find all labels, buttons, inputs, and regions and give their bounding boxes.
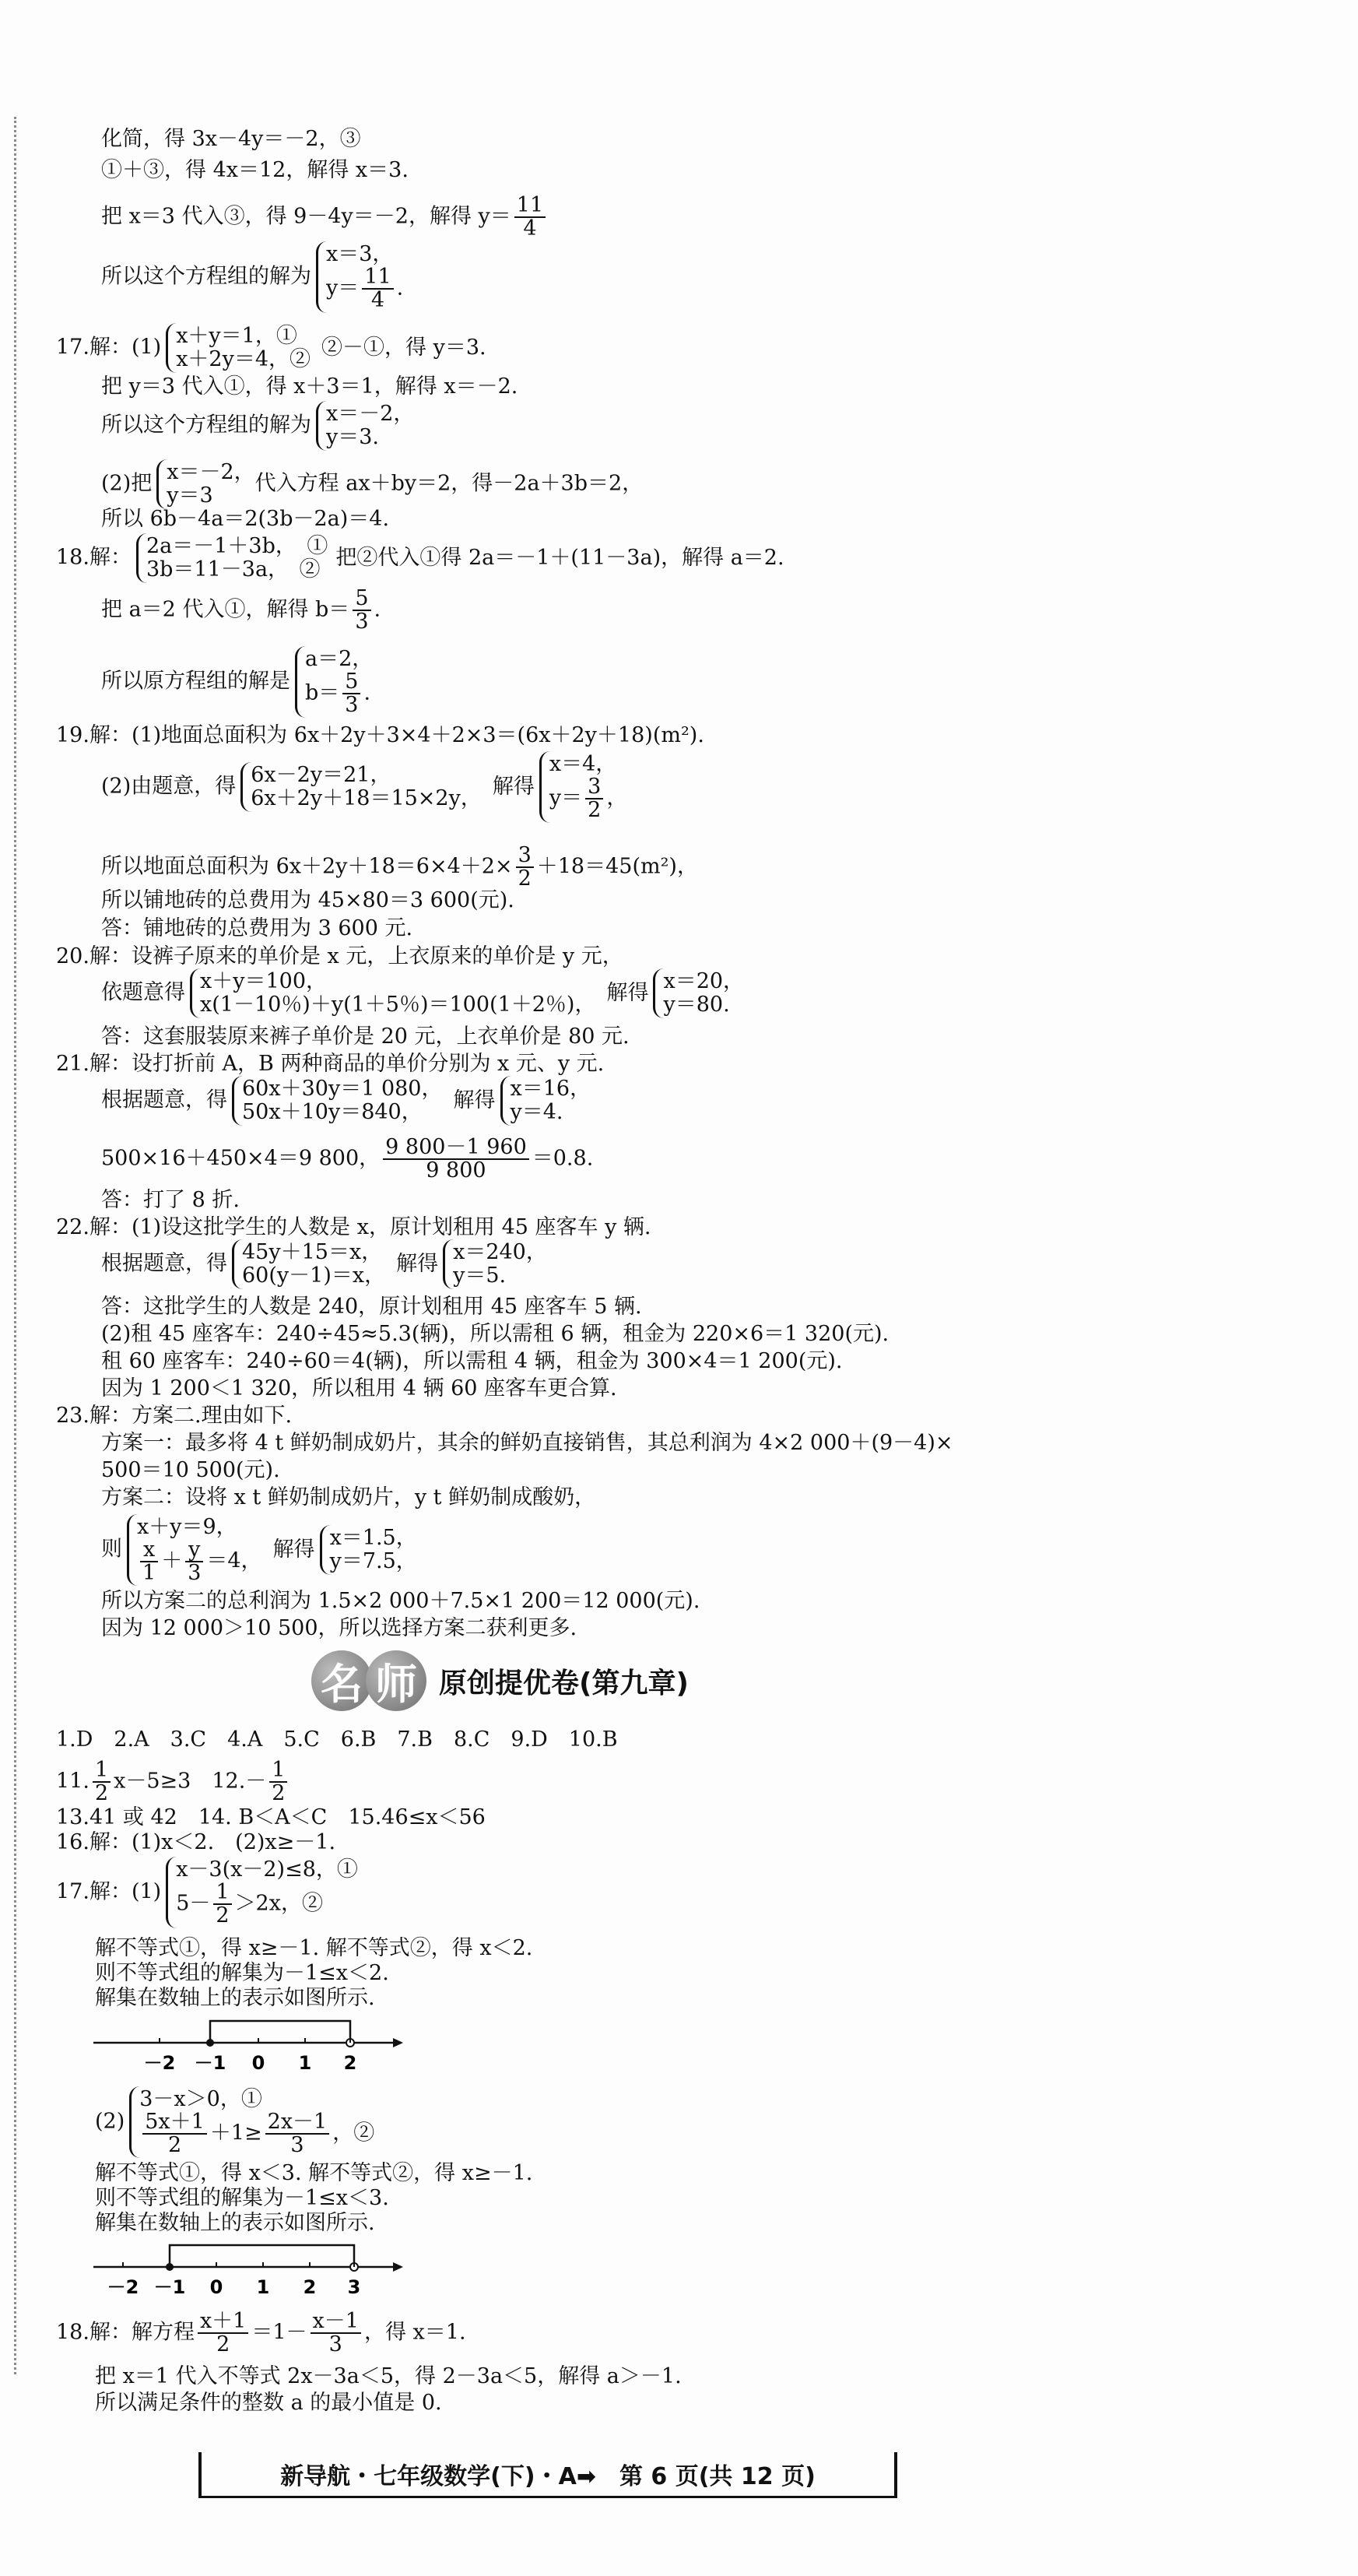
text-line: 把 x＝1 代入不等式 2x－3a＜5，得 2－3a＜5，解得 a＞－1. [95,2364,682,2388]
text-line: 所以满足条件的整数 a 的最小值是 0. [95,2391,442,2415]
text-line: 依题意得 x＋y＝100， x(1－10％)＋y(1＋5％)＝100(1＋2％)， 解得 x＝20， y＝80. [101,969,745,1017]
text-line: 因为 12 000＞10 500，所以选择方案二获利更多. [101,1616,577,1640]
fraction: $\frac{x-1}{3}$ [311,2311,361,2356]
text-line: 500＝10 500(元). [101,1458,280,1482]
text-line: 11. $\frac{1}{2}$ x－5≥3 12.－ $\frac{1}{2}$ [56,1759,290,1805]
fraction: $\frac{1}{2}$ [93,1759,111,1805]
text-line: 17.解：(1) x＋y＝1，① x＋2y＝4，② ②－①，得 y＝3. [56,324,486,371]
text-line: 21.解：设打折前 A，B 两种商品的单价分别为 x 元、y 元. [56,1052,605,1076]
text-line: (2)由题意，得 6x－2y＝21， 6x＋2y＋18＝15×2y， 解得 x＝4， y＝ $\frac{3}{2}$ ， [101,752,628,822]
text-line: 20.解：设裤子原来的单价是 x 元，上衣原来的单价是 y 元， [56,944,623,968]
tick-label: 1 [256,2276,270,2298]
equation-system: x＝16， y＝4. [500,1076,591,1126]
equation-system: x＝4， y＝ $\frac{3}{2}$ ， [539,751,627,823]
equation-system: x＝3， y＝ $\frac{11}{4}$ . [316,241,403,313]
section-title: 原创提优卷(第九章) [439,1667,689,1699]
text-line: 所以原方程组的解是 a＝2， b＝ $\frac{5}{3}$ . [101,647,374,717]
text-line: 解集在数轴上的表示如图所示. [95,1986,375,2010]
text-line: 所以方案二的总利润为 1.5×2 000＋7.5×1 200＝12 000(元). [101,1589,700,1613]
text-line: 19.解：(1)地面总面积为 6x＋2y＋3×4＋2×3＝(6x＋2y＋18)(m²). [56,723,704,747]
text-line: 所以 6b－4a＝2(3b－2a)＝4. [101,507,390,531]
text-line: 所以地面总面积为 6x＋2y＋18＝6×4＋2× $\frac{3}{2}$ ＋18＝45(m²)， [101,843,698,891]
text-line: 把 a＝2 代入①，解得 b＝ $\frac{5}{3}$ . [101,586,381,634]
text-line: 解不等式①，得 x＜3. 解不等式②，得 x≥－1. [95,2161,533,2185]
text-line: 答：打了 8 折. [101,1188,240,1212]
section-badge: 师 [366,1650,426,1711]
text-line: 根据题意，得 45y＋15＝x， 60(y－1)＝x， 解得 x＝240， y＝5. [101,1240,547,1288]
text-line: 租 60 座客车：240÷60＝4(辆)，所以需租 4 辆，租金为 300×4＝1 200(元). [101,1349,843,1373]
text-line: 化简，得 3x－4y＝－2，③ [101,127,361,151]
equation-system: x＝20， y＝80. [653,968,744,1018]
inequality-system: x－3(x－2)≤8，① 5－ $\frac{1}{2}$ ＞2x，② [166,1857,358,1928]
text-line: 则不等式组的解集为－1≤x＜2. [95,1961,389,1985]
text-line: 1.D 2.A 3.C 4.A 5.C 6.B 7.B 8.C 9.D 10.B [56,1727,618,1752]
text-line: 22.解：(1)设这批学生的人数是 x，原计划租用 45 座客车 y 辆. [56,1215,651,1239]
text-line: 所以铺地砖的总费用为 45×80＝3 600(元). [101,888,514,912]
fraction: $\frac{5}{3}$ [353,588,370,633]
equation-system: 60x＋30y＝1 080， 50x＋10y＝840， [232,1076,443,1126]
tick-label: －2 [107,2276,139,2298]
equation-system: 45y＋15＝x， 60(y－1)＝x， [232,1239,385,1289]
equation-system: x＋y＝1，① x＋2y＝4，② [166,323,311,373]
text-line: 23.解：方案二.理由如下. [56,1404,293,1428]
text-line: 答：这套服装原来裤子单价是 20 元，上衣单价是 80 元. [101,1024,630,1049]
text-line: 根据题意，得 60x＋30y＝1 080， 50x＋10y＝840， 解得 x＝16， y＝4. [101,1077,591,1124]
text-line: 所以这个方程组的解为 x＝3， y＝ $\frac{11}{4}$ . [101,242,404,312]
text-line: 因为 1 200＜1 320，所以租用 4 辆 60 座客车更合算. [101,1376,617,1400]
equation-system: 2a＝－1＋3b， ① 3b＝11－3a， ② [136,533,328,583]
binding-margin [14,117,16,2374]
text-line: 18.解： 2a＝－1＋3b， ① 3b＝11－3a， ② 把②代入①得 2a＝－1＋(11－3a)，解得 a＝2. [56,534,784,582]
tick-label: 2 [303,2276,317,2298]
page-footer: 新导航・七年级数学(下)・A➡ 第 6 页(共 12 页) [198,2452,897,2498]
equation-system: x＝－2， y＝3. [316,401,414,451]
text-line: 16.解：(1)x＜2. (2)x≥－1. [56,1830,336,1854]
text-line: 所以这个方程组的解为 x＝－2， y＝3. [101,402,415,449]
fraction: $\frac{1}{2}$ [269,1759,287,1805]
equation-system: 6x－2y＝21， 6x＋2y＋18＝15×2y， [240,762,482,812]
equation-system: a＝2， b＝ $\frac{5}{3}$ . [295,646,373,718]
text-line: 13.41 或 42 14. B＜A＜C 15.46≤x＜56 [56,1805,486,1829]
inequality-system: 3－x＞0，① $\frac{5x+1}{2}$ ＋1≥ $\frac{2x-1}{3}$ ，② [129,2086,374,2158]
tick-label: 3 [347,2276,361,2298]
text-line: 答：铺地砖的总费用为 3 600 元. [101,916,413,940]
tick-label: －1 [153,2276,186,2298]
fraction: $\frac{x+1}{2}$ [198,2311,248,2356]
equation-system: x＝240， y＝5. [443,1239,547,1289]
text-line: 方案一：最多将 4 t 鲜奶制成奶片，其余的鲜奶直接销售，其总利润为 4×2 000＋(9－4)× [101,1431,953,1455]
text-line: ①＋③，得 4x＝12，解得 x＝3. [101,158,409,182]
text-line: 500×16＋450×4＝9 800， $\frac{9 800-1 960}{9 800}$ ＝0.8. [101,1135,594,1183]
text-line: (2)把 x＝－2， y＝3 代入方程 ax＋by＝2，得－2a＋3b＝2， [101,460,644,508]
fraction: $\frac{9 800-1 960}{9 800}$ [383,1137,529,1182]
text-line: (2)租 45 座客车：240÷45≈5.3(辆)，所以需租 6 辆，租金为 220×6＝1 320(元). [101,1322,890,1346]
tick-label: 2 [343,2052,357,2074]
fraction: $\frac{3}{2}$ [516,845,534,890]
tick-label: －2 [143,2052,176,2074]
tick-label: 0 [209,2276,223,2298]
equation-system: x＝－2， y＝3 [156,459,254,509]
text-line: 答：这批学生的人数是 240，原计划租用 45 座客车 5 辆. [101,1295,642,1319]
number-line [86,2234,412,2301]
text-line: 解集在数轴上的表示如图所示. [95,2211,375,2235]
number-line [86,2010,412,2077]
text-line: 则 x＋y＝9， $\frac{x}{1}$ ＋ $\frac{y}{3}$ ＝4， 解得 x＝1.5， y＝7.5， [101,1515,417,1585]
text-line: 把 x＝3 代入③，得 9－4y＝－2，解得 y＝ $\frac{11}{4}$ [101,195,549,240]
text-line: (2) 3－x＞0，① $\frac{5x+1}{2}$ ＋1≥ $\frac{2x-1}{3}$ ，② [95,2087,375,2157]
tick-label: －1 [194,2052,226,2074]
fraction: $\frac{11}{4}$ [514,195,546,240]
section-header [311,1646,689,1715]
text-line: 则不等式组的解集为－1≤x＜3. [95,2186,389,2210]
section-badge: 名 [311,1650,372,1711]
tick-label: 0 [251,2052,265,2074]
equation-system: x＋y＝100， x(1－10％)＋y(1＋5％)＝100(1＋2％)， [190,968,595,1018]
text-line: 方案二：设将 x t 鲜奶制成奶片，y t 鲜奶制成酸奶， [101,1485,596,1509]
text-line: 把 y＝3 代入①，得 x＋3＝1，解得 x＝－2. [101,374,518,399]
tick-label: 1 [298,2052,312,2074]
text-line: 17.解：(1) x－3(x－2)≤8，① 5－ $\frac{1}{2}$ ＞2x，② [56,1857,358,1928]
equation-system: x＋y＝9， $\frac{x}{1}$ ＋ $\frac{y}{3}$ ＝4， [127,1514,262,1586]
equation-system: x＝1.5， y＝7.5， [320,1525,417,1575]
text-line: 解不等式①，得 x≥－1. 解不等式②，得 x＜2. [95,1936,533,1960]
text-line: 18.解：解方程 $\frac{x+1}{2}$ ＝1－ $\frac{x-1}{3}$ ，得 x＝1. [56,2309,466,2356]
